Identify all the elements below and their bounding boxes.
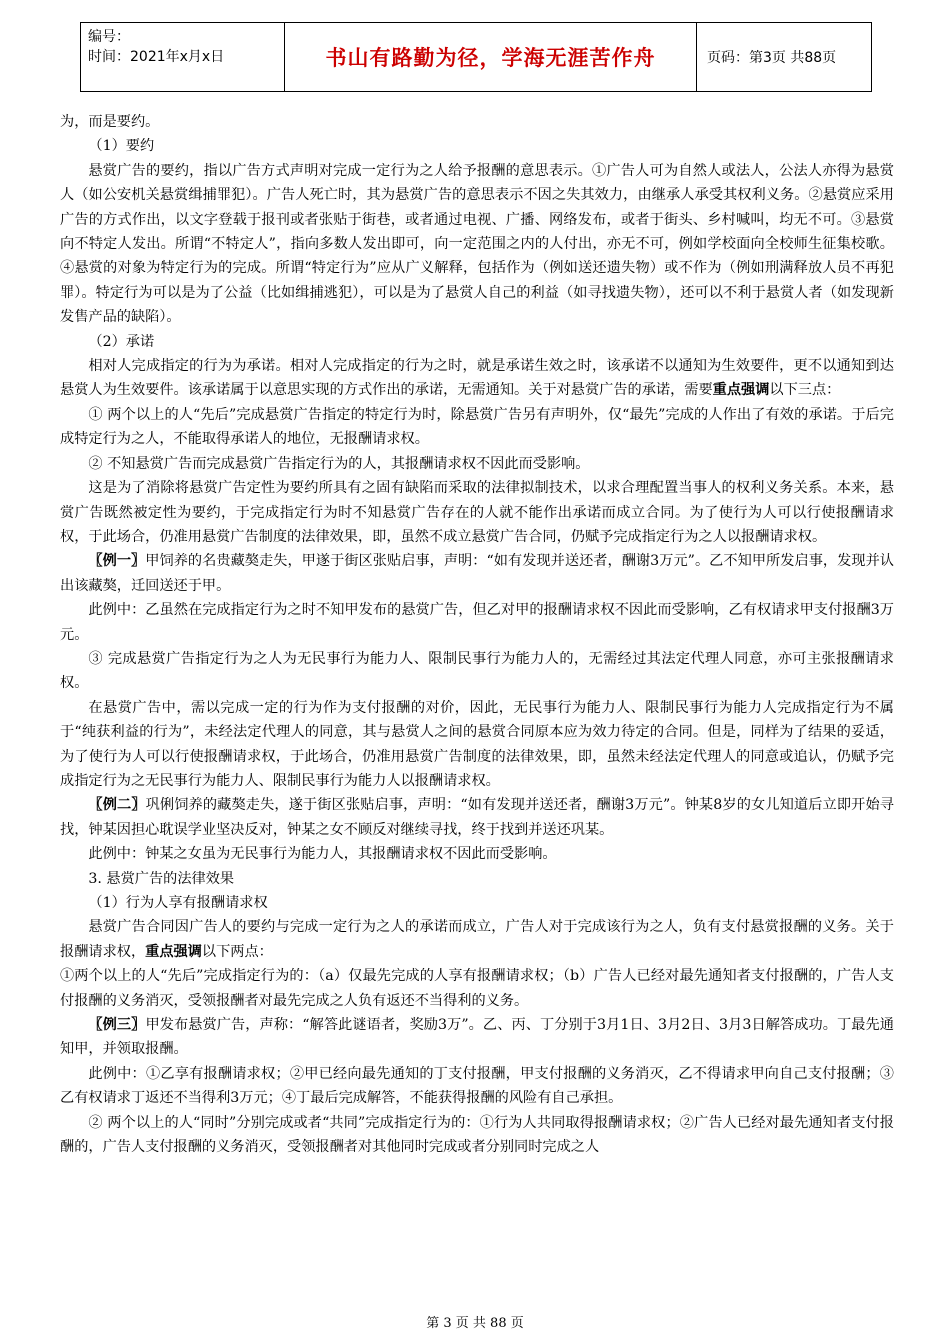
example-label: 〖例三〗 [88,1017,146,1034]
paragraph: ③ 完成悬赏广告指定行为之人为无民事行为能力人、限制民事行为能力人的，无需经过其法定代理人同意，亦可主张报酬请求权。 [60,650,894,692]
page-header [80,22,872,92]
emphasis-text: 重点强调 [145,943,202,960]
paragraph: 此例中：钟某之女虽为无民事行为能力人，其报酬请求权不因此而受影响。 [88,846,557,863]
paragraph: 悬赏广告的要约，指以广告方式声明对完成一定行为之人给予报酬的意思表示。①广告人可为自然人或法人，公法人亦得为悬赏人（如公安机关悬赏缉捕罪犯）。广告人死亡时，其为悬赏广告的意思表示不因之失其效力，由继承人承受其权利义务。②悬赏应采用广告的方式作出，以文字登载于报刊或者张贴于街巷，或者通过电视、广播、网络发布，或者于街头、乡村喊叫，均无不可。③悬赏向不特定人发出。所谓“不特定人”，指向多数人发出即可，向一定范围之内的人付出，亦无不可，例如学校面向全校师生征集校歌。④悬赏的对象为特定行为的完成。所谓“特定行为”应从广义解释，包括作为（例如送还遗失物）或不作为（例如刑满释放人员不再犯罪）。特定行为可以是为了公益（比如缉捕逃犯），可以是为了悬赏人自己的利益（如寻找遗失物），还可以不利于悬赏人者（如发现新发售产品的缺陷）。 [60,162,894,326]
header-motto: 书山有路勤为径，学海无涯苦作舟 [285,23,697,91]
paragraph [60,915,894,964]
paragraph: ①两个以上的人“先后”完成指定行为的：（a）仅最先完成的人享有报酬请求权；（b）广告人已经对最先通知者支付报酬的，广告人支付报酬的义务消灭，受领报酬者对最先完成之人负有返还不当得利的义务。 [60,968,894,1009]
document-number-label: 编号： [88,29,130,45]
paragraph [60,793,894,842]
paragraph-text: 甲饲养的名贵藏獒走失，甲遂于街区张贴启事，声明：“如有发现并送还者，酬谢3万元”。乙不知甲所发启事，发现并认出该藏獒，迁回送还于甲。 [60,553,894,594]
paragraph: 3. 悬赏广告的法律效果 [88,870,235,887]
paragraph: ① 两个以上的人“先后”完成悬赏广告指定的特定行为时，除悬赏广告另有声明外，仅“最先”完成的人作出了有效的承诺。于后完成特定行为之人，不能取得承诺人的地位，无报酬请求权。 [60,406,894,448]
paragraph-text: 相对人完成指定的行为为承诺。相对人完成指定的行为之时，就是承诺生效之时，该承诺不以通知为生效要件，更不以通知到达悬赏人为生效要件。该承诺属于以意思实现的方式作出的承诺，无需通知。关于对悬赏广告的承诺，需要 [60,358,894,399]
page-footer: 第 3 页 共 88 页 [426,1316,524,1331]
document-time-label: 时间：2021年x月x日 [88,49,225,65]
paragraph [60,1013,894,1062]
paragraph: （1）行为人享有报酬请求权 [88,895,268,911]
paragraph: 这是为了消除将悬赏广告定性为要约所具有之固有缺陷而采取的法律拟制技术，以求合理配置当事人的权利义务关系。本来，悬赏广告既然被定性为要约，于完成指定行为时不知悬赏广告存在的人就不能作出承诺而成立合同。为了使行为人可以行使报酬请求权，于此场合，仍准用悬赏广告制度的法律效果，即，虽然不成立悬赏广告合同，仍赋予完成指定行为之人以报酬请求权。 [60,480,894,545]
paragraph-text: 以下两点： [201,943,273,960]
example-label: 〖例二〗 [88,797,146,814]
paragraph: 此例中：乙虽然在完成指定行为之时不知甲发布的悬赏广告，但乙对甲的报酬请求权不因此而受影响，乙有权请求甲支付报酬3万元。 [60,602,894,643]
paragraph: 为，而是要约。 [60,114,160,130]
paragraph: （1）要约 [88,138,155,155]
header-meta [81,23,285,91]
emphasis-text: 重点强调 [712,382,770,399]
paragraph-text: 悬赏广告合同因广告人的要约与完成一定行为之人的承诺而成立，广告人对于完成该行为之人，负有支付悬赏报酬的义务。关于报酬请求权， [60,919,894,960]
paragraph-text: 甲发布悬赏广告，声称：“解答此谜语者，奖励3万”。乙、丙、丁分别于3月1日、3月2日、3月3日解答成功。丁最先通知甲，并领取报酬。 [60,1017,894,1058]
paragraph [60,549,894,598]
paragraph [60,354,894,403]
paragraph: 此例中：①乙享有报酬请求权；②甲已经向最先通知的丁支付报酬，甲支付报酬的义务消灭，乙不得请求甲向自己支付报酬；③乙有权请求丁返还不当得利3万元；④丁最后完成解答，不能获得报酬的风险有自己承担。 [60,1065,894,1107]
document-body [60,110,894,1159]
paragraph: 在悬赏广告中，需以完成一定的行为作为支付报酬的对价，因此，无民事行为能力人、限制民事行为能力人完成指定行为不属于“纯获利益的行为”，未经法定代理人的同意，其与悬赏人之间的悬赏合同原本应为效力待定的合同。但是，同样为了结果的妥适，为了使行为人可以行使报酬请求权，于此场合，仍准用悬赏广告制度的法律效果，即，虽然未经法定代理人的同意或追认，仍赋予完成指定行为之无民事行为能力人、限制民事行为能力人以报酬请求权。 [60,699,894,789]
paragraph: ② 两个以上的人“同时”分别完成或者“共同”完成指定行为的：①行为人共同取得报酬请求权；②广告人已经对最先通知者支付报酬的，广告人支付报酬的义务消灭，受领报酬者对其他同时完成或者分别同时完成之人 [60,1114,894,1156]
paragraph-text: 巩俐饲养的藏獒走失，遂于街区张贴启事，声明：“如有发现并送还者，酬谢3万元”。钟某8岁的女儿知道后立即开始寻找，钟某因担心耽误学业坚决反对，钟某之女不顾反对继续寻找，终于找到并送还巩某。 [60,797,894,838]
example-label: 〖例一〗 [88,553,146,570]
paragraph: （2）承诺 [88,333,155,350]
header-page-info: 页码：第3页 共88页 [707,50,837,66]
paragraph: ② 不知悬赏广告而完成悬赏广告指定行为的人，其报酬请求权不因此而受影响。 [88,455,590,472]
paragraph-text: 以下三点： [769,382,841,399]
